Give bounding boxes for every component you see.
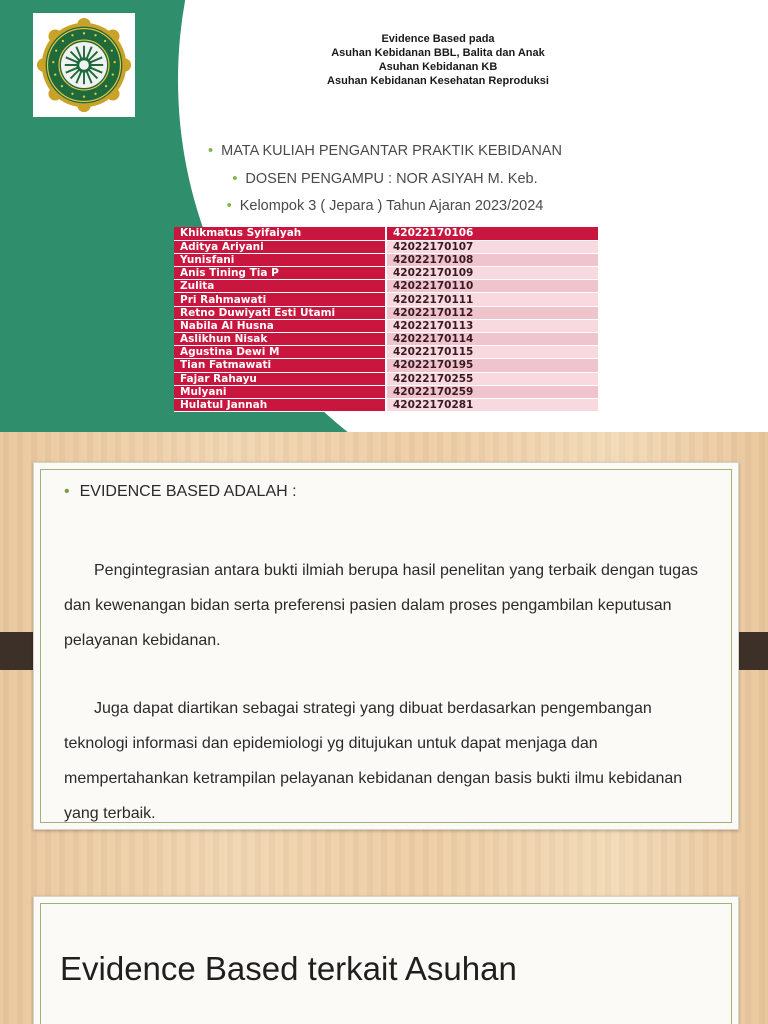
- slide-1-cover: [0, 0, 768, 432]
- member-row: [174, 253, 598, 266]
- member-nim: 42022170112: [386, 306, 598, 319]
- member-name: Tian Fatmawati: [174, 359, 386, 372]
- cover-title-line: Evidence Based pada: [381, 33, 495, 45]
- member-row: [174, 280, 598, 293]
- member-nim: 42022170113: [386, 319, 598, 332]
- member-nim: 42022170114: [386, 333, 598, 346]
- member-name: Yunisfani: [174, 253, 386, 266]
- cover-bullet-course: • MATA KULIAH PENGANTAR PRAKTIK KEBIDANAN: [208, 143, 562, 159]
- university-seal-logo: [33, 13, 135, 117]
- member-row: [174, 306, 598, 319]
- cover-bullet-list: [170, 138, 600, 221]
- member-nim: 42022170108: [386, 253, 598, 266]
- definition-paragraph-2: Juga dapat diartikan sebagai strategi yang dibuat berdasarkan pengembangan teknologi informasi dan epidemiologi yg ditujukan untuk dapat menjaga dan mempertahankan ketrampilan pelayanan kebidanan dengan basis bukti ilmu kebidanan yang terbaik.: [64, 700, 683, 822]
- bullet-dot-icon: •: [232, 170, 238, 187]
- member-row: [174, 293, 598, 306]
- member-nim: 42022170111: [386, 293, 598, 306]
- member-nim: 42022170107: [386, 240, 598, 253]
- cover-bullet-group: • Kelompok 3 ( Jepara ) Tahun Ajaran 2023/2024: [226, 198, 544, 214]
- definition-card: [33, 462, 739, 830]
- member-row: [174, 267, 598, 280]
- member-nim: 42022170255: [386, 372, 598, 385]
- member-name: Fajar Rahayu: [174, 372, 386, 385]
- bullet-dot-icon: •: [208, 143, 214, 159]
- bullet-dot-icon: •: [64, 483, 70, 500]
- member-row: [174, 227, 598, 240]
- definition-heading: • EVIDENCE BASED ADALAH :: [64, 483, 297, 500]
- cover-title-line: Asuhan Kebidanan Kesehatan Reproduksi: [327, 75, 549, 87]
- bullet-dot-icon: •: [226, 198, 232, 214]
- member-row: [174, 346, 598, 359]
- member-nim: 42022170195: [386, 359, 598, 372]
- cover-bullet-lecturer: • DOSEN PENGAMPU : NOR ASIYAH M. Keb.: [232, 170, 538, 187]
- member-nim: 42022170115: [386, 346, 598, 359]
- member-nim: 42022170281: [386, 398, 598, 411]
- university-seal-icon: [36, 17, 132, 113]
- member-nim: 42022170106: [386, 227, 598, 240]
- member-name: Pri Rahmawati: [174, 293, 386, 306]
- member-row: [174, 372, 598, 385]
- member-nim: 42022170110: [386, 280, 598, 293]
- member-nim: 42022170259: [386, 385, 598, 398]
- member-name: Aditya Ariyani: [174, 240, 386, 253]
- member-row: [174, 385, 598, 398]
- slide-3-title: [0, 864, 768, 1024]
- definition-paragraph-1: Pengintegrasian antara bukti ilmiah berupa hasil penelitan yang terbaik dengan tugas dan kewenangan bidan serta preferensi pasien dalam proses pengambilan keputusan pelayanan kebidanan.: [64, 562, 698, 649]
- member-name: Aslikhun Nisak: [174, 333, 386, 346]
- member-name: Nabila Al Husna: [174, 319, 386, 332]
- member-row: [174, 333, 598, 346]
- member-name: Khikmatus Syifaiyah: [174, 227, 386, 240]
- cover-title: [270, 32, 606, 88]
- member-name: Hulatul Jannah: [174, 398, 386, 411]
- slide-3-heading: Evidence Based terkait Asuhan: [60, 950, 517, 987]
- member-name: Zulita: [174, 280, 386, 293]
- slide-2-definition: [0, 432, 768, 864]
- member-row: [174, 319, 598, 332]
- member-row: [174, 398, 598, 411]
- member-name: Anis Tining Tia P: [174, 267, 386, 280]
- member-row: [174, 240, 598, 253]
- cover-title-line: Asuhan Kebidanan KB: [378, 61, 498, 73]
- member-table: [174, 227, 598, 412]
- member-name: Agustina Dewi M: [174, 346, 386, 359]
- member-row: [174, 359, 598, 372]
- cover-title-line: Asuhan Kebidanan BBL, Balita dan Anak: [331, 47, 545, 59]
- member-name: Retno Duwiyati Esti Utami: [174, 306, 386, 319]
- member-nim: 42022170109: [386, 267, 598, 280]
- member-name: Mulyani: [174, 385, 386, 398]
